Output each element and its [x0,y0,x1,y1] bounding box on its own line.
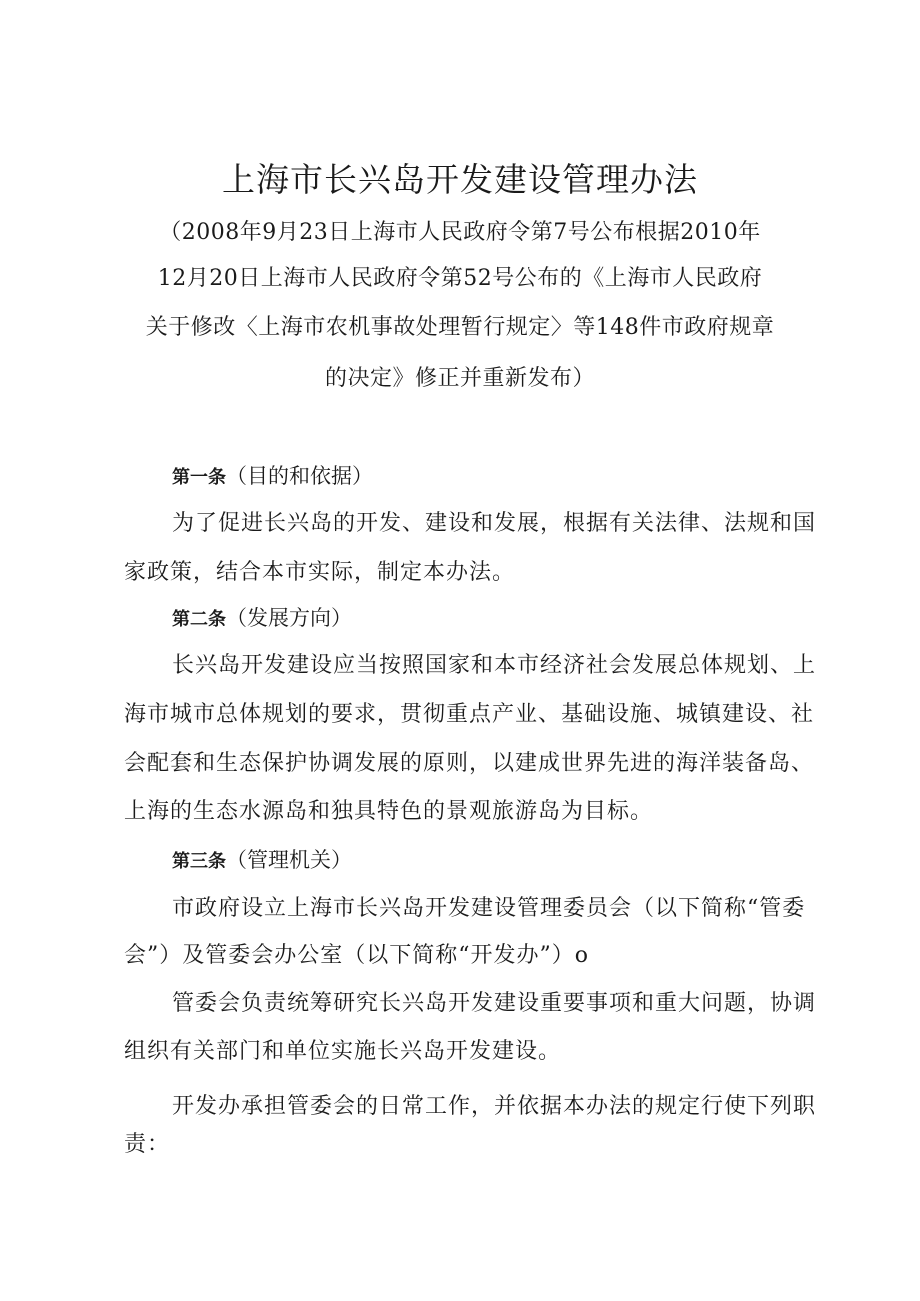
article-3-para-2-line-2: 组织有关部门和单位实施长兴岛开发建设。 [124,1039,562,1064]
article-3-number: 第三条 [172,851,226,872]
article-2-number: 第二条 [172,609,226,630]
article-1-number: 第一条 [172,467,226,488]
subtitle-line-1: （2008年9月23日上海市人民政府令第7号公布根据2010年 [159,220,761,245]
subtitle-line-3: 关于修改〈上海市农机事故处理暂行规定〉等148件市政府规章 [145,315,775,340]
article-3-para-1-line-1: 市政府设立上海市长兴岛开发建设管理委员会（以下简称“管委 [172,896,806,921]
article-1-title: （目的和依据） [226,464,373,488]
article-1-para-1-line-1: 为了促进长兴岛的开发、建设和发展，根据有关法律、法规和国 [172,511,817,536]
article-3-para-3-line-2: 责： [124,1132,171,1157]
article-3-heading [172,845,352,877]
article-2-para-1-line-4: 上海的生态水源岛和独具特色的景观旅游岛为目标。 [124,799,654,824]
article-2-heading [172,603,352,635]
document-title: 上海市长兴岛开发建设管理办法 [222,160,698,199]
subtitle-line-2: 12月20日上海市人民政府令第52号公布的《上海市人民政府 [157,266,763,291]
article-3-title: （管理机关） [226,848,352,872]
article-2-para-1-line-2: 海市城市总体规划的要求，贯彻重点产业、基础设施、城镇建设、社 [124,702,815,727]
article-2-para-1-line-1: 长兴岛开发建设应当按照国家和本市经济社会发展总体规划、上 [172,653,817,678]
article-3-para-2-line-1: 管委会负责统筹研究长兴岛开发建设重要事项和重大问题，协调 [172,991,817,1016]
subtitle-line-4: 的决定》修正并重新发布） [324,366,595,391]
article-2-title: （发展方向） [226,606,352,630]
article-3-para-3-line-1: 开发办承担管委会的日常工作，并依据本办法的规定行使下列职 [172,1094,817,1119]
article-1-heading [172,461,373,493]
article-3-para-1-line-2: 会”）及管委会办公室（以下简称“开发办”）o [124,943,589,968]
article-2-para-1-line-3: 会配套和生态保护协调发展的原则，以建成世界先进的海洋装备岛、 [124,751,815,776]
article-1-para-1-line-2: 家政策，结合本市实际，制定本办法。 [124,560,516,585]
